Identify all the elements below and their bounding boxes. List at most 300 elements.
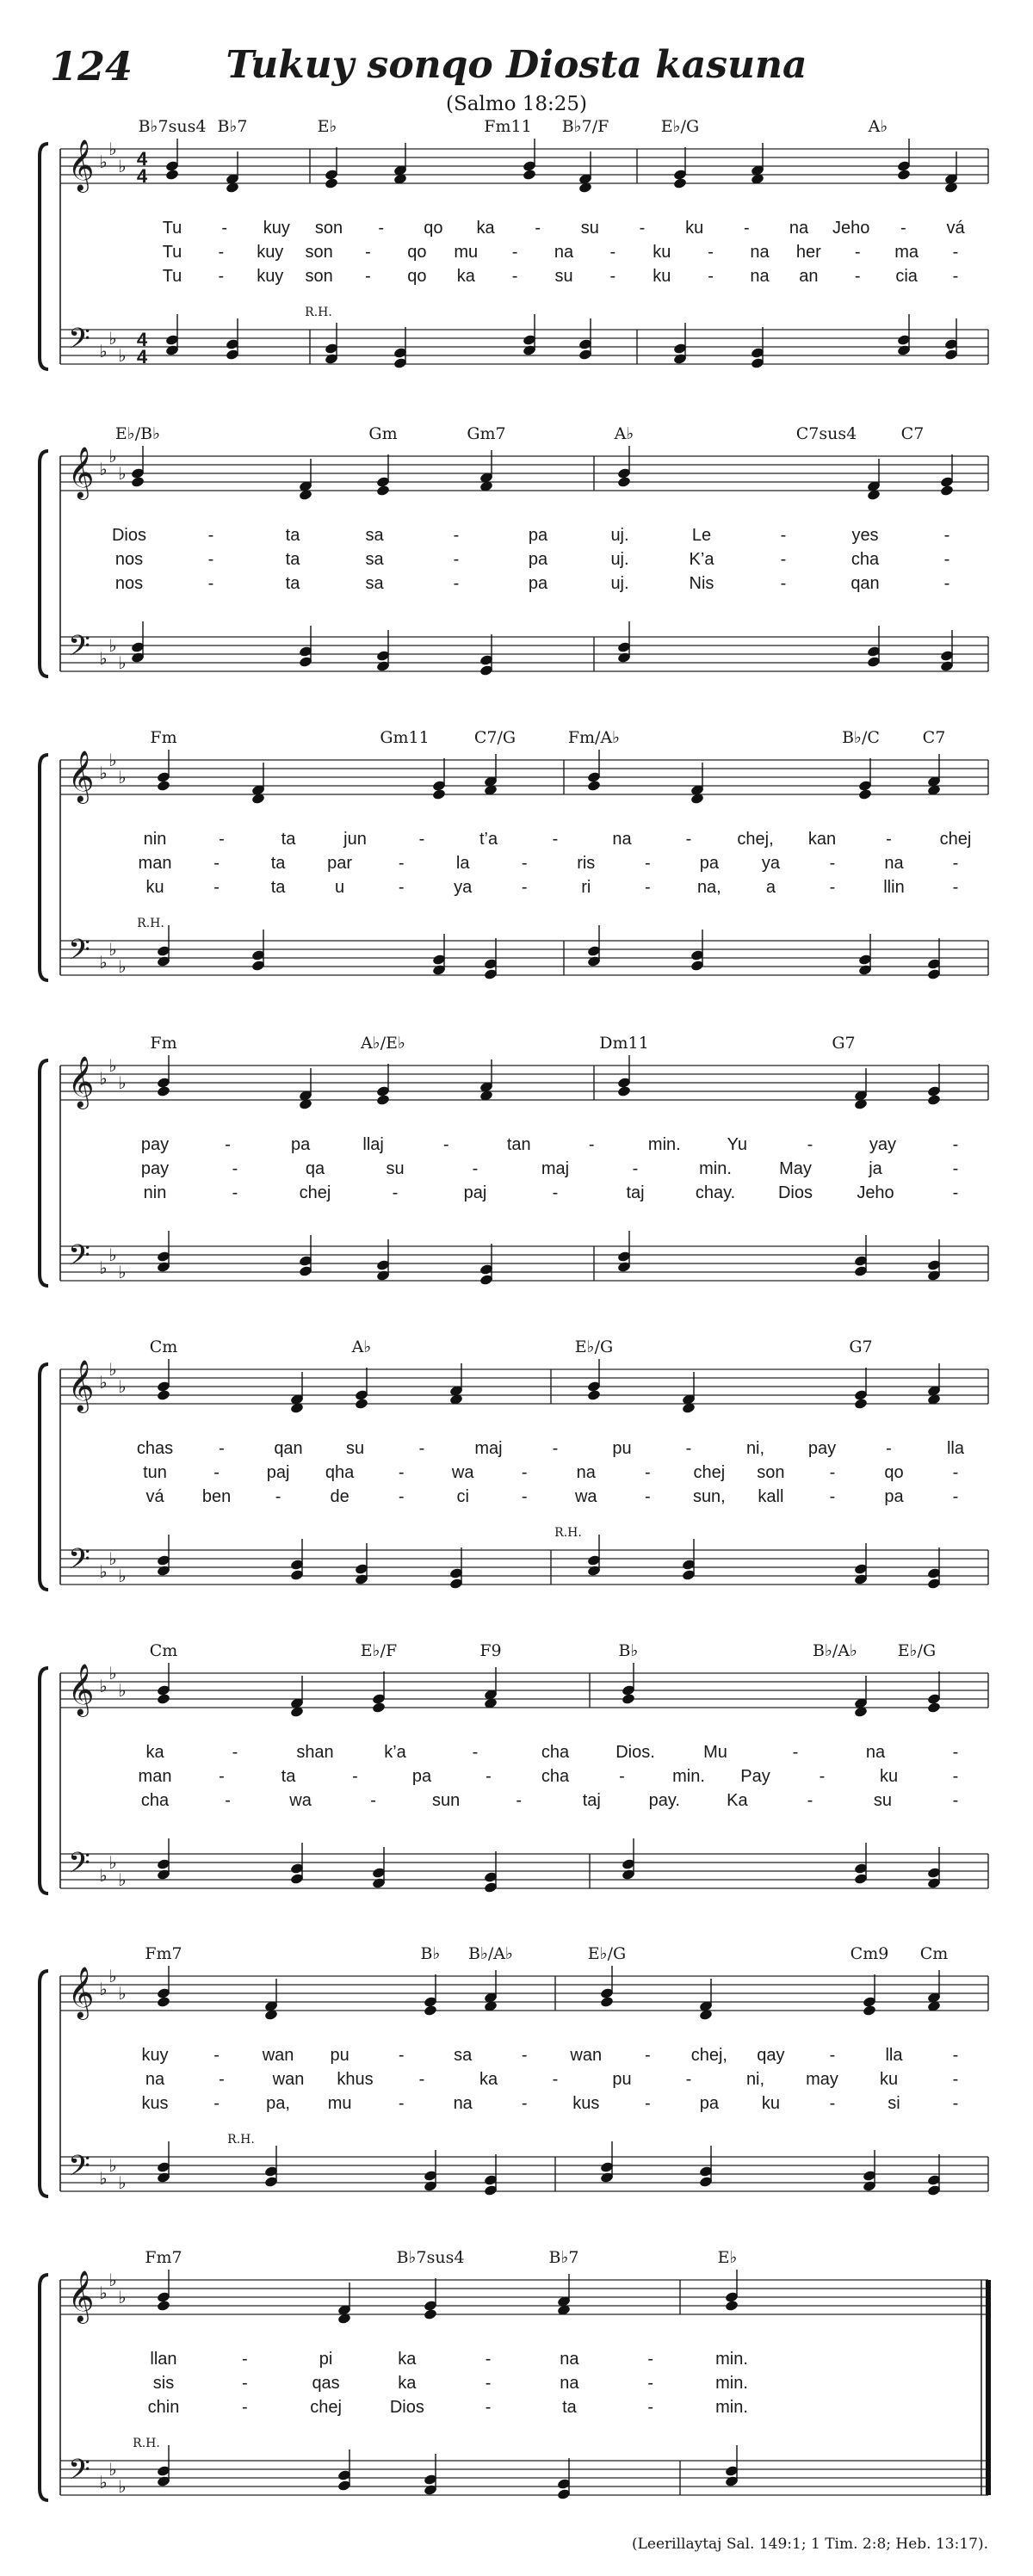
lyric-syllable: cha	[541, 1743, 570, 1762]
lyric-hyphen: -	[378, 219, 385, 238]
lyric-hyphen: -	[219, 1439, 225, 1458]
chord-symbol: B♭	[420, 1944, 441, 1963]
lyric-hyphen: -	[743, 219, 750, 238]
lyric-hyphen: -	[275, 1487, 281, 1506]
bass-clef-icon: 𝄢	[68, 2454, 90, 2493]
lyric-hyphen: -	[588, 1135, 595, 1154]
lyric-hyphen: -	[685, 830, 692, 849]
bass-clef-icon: 𝄢	[68, 1239, 90, 1279]
lyric-hyphen: -	[952, 243, 959, 262]
bass-clef-icon: 𝄢	[68, 2150, 90, 2190]
lyric-hyphen: -	[232, 1159, 238, 1178]
flat-icon: ♭	[108, 1550, 117, 1569]
lyric-hyphen: -	[829, 1463, 836, 1482]
lyric-syllable: qan	[851, 574, 880, 593]
note-head	[157, 1996, 171, 2008]
lyric-syllable: maj	[541, 1159, 570, 1178]
flat-icon: ♭	[99, 1374, 108, 1393]
lyric-syllable: qo	[884, 1463, 904, 1482]
chord-symbol: E♭/G	[587, 1944, 627, 1963]
lyric-hyphen: -	[952, 1487, 959, 1506]
lyric-syllable: pa	[528, 526, 548, 545]
lyric-syllable: ku	[653, 243, 671, 262]
lyric-hyphen: -	[398, 878, 405, 897]
lyric-syllable: llan	[150, 2350, 177, 2369]
lyric-syllable: wa	[574, 1487, 597, 1506]
chord-symbol: Cm9	[850, 1944, 889, 1963]
chord-symbol: A♭/E♭	[361, 1034, 405, 1053]
lyric-syllable: ya	[454, 878, 473, 897]
lyric-syllable: sun	[432, 1791, 461, 1810]
chord-symbol: B♭/C	[842, 728, 880, 747]
lyric-hyphen: -	[886, 1439, 892, 1458]
lyric-syllable: ta	[285, 526, 300, 545]
flat-icon: ♭	[108, 941, 117, 960]
chord-symbol: B♭/A♭	[467, 1944, 514, 1963]
flat-icon: ♭	[108, 1854, 117, 1873]
lyric-syllable: na	[884, 854, 904, 873]
system-bracket	[40, 2275, 48, 2500]
note-head	[355, 1398, 369, 1410]
lyric-syllable: su	[386, 1159, 405, 1178]
lyric-hyphen: -	[485, 2350, 492, 2369]
lyric-hyphen: -	[241, 2398, 248, 2417]
flat-icon: ♭	[118, 1074, 127, 1093]
lyric-syllable: pu	[612, 1439, 632, 1458]
lyric-hyphen: -	[952, 2094, 959, 2113]
lyric-syllable: pa	[699, 2094, 719, 2113]
chord-symbol: B♭/A♭	[812, 1641, 858, 1660]
flat-icon: ♭	[108, 448, 117, 466]
lyric-syllable: na,	[696, 878, 721, 897]
flat-icon: ♭	[99, 1563, 108, 1582]
lyric-syllable: ta	[270, 854, 286, 873]
flat-icon: ♭	[118, 158, 127, 176]
lyric-syllable: min.	[715, 2350, 748, 2369]
lyric-syllable: qo	[424, 219, 443, 238]
lyric-syllable: llin	[883, 878, 905, 897]
lyric-syllable: pay	[807, 1439, 837, 1458]
lyric-hyphen: -	[780, 574, 787, 593]
lyric-syllable: nin	[143, 1183, 167, 1202]
lyric-hyphen: -	[647, 2398, 654, 2417]
lyric-syllable: na	[145, 2070, 165, 2089]
lyric-syllable: ris	[577, 854, 596, 873]
lyric-syllable: son	[305, 243, 333, 262]
lyric-hyphen: -	[225, 1135, 231, 1154]
lyric-hyphen: -	[418, 830, 425, 849]
note-head	[157, 780, 171, 792]
lyric-syllable: ri	[581, 878, 591, 897]
lyric-syllable: son	[757, 1463, 785, 1482]
lyric-syllable: chin	[147, 2398, 180, 2417]
lyric-hyphen: -	[485, 2374, 492, 2393]
lyric-syllable: na	[560, 2350, 579, 2369]
lyric-syllable: min.	[647, 1135, 681, 1154]
lyric-hyphen: -	[609, 267, 616, 286]
lyric-syllable: qha	[325, 1463, 355, 1482]
lyric-syllable: Mu	[703, 1743, 727, 1762]
lyric-syllable: pay.	[648, 1791, 680, 1810]
lyric-hyphen: -	[952, 878, 959, 897]
lyric-hyphen: -	[829, 2094, 836, 2113]
lyric-hyphen: -	[392, 1183, 399, 1202]
lyric-syllable: ta	[270, 878, 286, 897]
lyric-syllable: ku	[879, 2070, 899, 2089]
lyric-hyphen: -	[219, 830, 225, 849]
lyric-hyphen: -	[647, 2374, 654, 2393]
lyric-hyphen: -	[535, 219, 541, 238]
lyric-syllable: pa	[528, 550, 548, 569]
chord-symbol: A♭	[351, 1337, 372, 1356]
lyric-syllable: su	[580, 219, 599, 238]
lyric-syllable: ta	[281, 830, 296, 849]
lyric-syllable: sa	[365, 550, 384, 569]
lyric-syllable: ku	[145, 878, 164, 897]
chord-symbol: C7sus4	[795, 424, 857, 443]
time-signature: 4	[136, 346, 148, 368]
lyric-hyphen: -	[218, 243, 225, 262]
treble-clef-icon: 𝄞	[67, 139, 95, 191]
lyric-hyphen: -	[453, 526, 460, 545]
lyric-hyphen: -	[352, 1767, 358, 1786]
lyric-syllable: ni,	[745, 1439, 765, 1458]
chord-symbol: F9	[479, 1641, 502, 1660]
lyric-syllable: wan	[570, 2046, 603, 2065]
lyric-syllable: Dios	[111, 526, 147, 545]
flat-icon: ♭	[108, 1665, 117, 1683]
lyric-syllable: nos	[114, 550, 144, 569]
system-bracket	[40, 1668, 48, 1893]
footnote: (Leerillaytaj Sal. 149:1; 1 Tim. 2:8; Heb. 13:17).	[631, 2536, 988, 2553]
lyric-syllable: taj	[626, 1183, 645, 1202]
lyric-syllable: la	[455, 854, 470, 873]
lyric-syllable: na	[750, 267, 770, 286]
lyric-syllable: maj	[474, 1439, 503, 1458]
lyric-syllable: chej	[939, 830, 972, 849]
lyric-hyphen: -	[952, 854, 959, 873]
lyric-syllable: paj	[266, 1463, 290, 1482]
lyric-syllable: min.	[699, 1159, 732, 1178]
lyric-hyphen: -	[472, 1159, 479, 1178]
lyric-syllable: chej,	[737, 830, 774, 849]
lyric-syllable: lla	[946, 1439, 965, 1458]
chord-symbol: C7	[922, 728, 946, 747]
lyric-hyphen: -	[886, 830, 892, 849]
bass-clef-icon: 𝄢	[68, 323, 90, 362]
flat-icon: ♭	[108, 751, 117, 770]
lyric-hyphen: -	[552, 1439, 559, 1458]
lyric-syllable: pa,	[266, 2094, 290, 2113]
lyric-hyphen: -	[511, 243, 518, 262]
lyric-hyphen: -	[619, 1767, 625, 1786]
lyric-hyphen: -	[952, 1743, 959, 1762]
lyric-syllable: pa	[290, 1135, 311, 1154]
note-head	[432, 788, 447, 800]
lyric-syllable: pa	[411, 1767, 432, 1786]
lyric-syllable: pa	[884, 1487, 904, 1506]
lyric-syllable: a	[765, 878, 776, 897]
lyric-syllable: man	[138, 1767, 172, 1786]
lyric-syllable: chej	[310, 2398, 342, 2417]
lyric-syllable: qas	[312, 2374, 340, 2393]
note-head	[325, 177, 339, 189]
flat-icon: ♭	[118, 2289, 127, 2307]
chord-symbol: Cm	[149, 1337, 178, 1356]
lyric-hyphen: -	[854, 267, 861, 286]
note-head	[673, 177, 688, 189]
lyric-syllable: Nis	[689, 574, 714, 593]
lyric-syllable: qo	[407, 243, 427, 262]
flat-icon: ♭	[118, 1985, 127, 2004]
lyric-hyphen: -	[943, 550, 950, 569]
rh-marking: R.H.	[133, 2437, 160, 2450]
lyric-syllable: ka	[398, 2350, 417, 2369]
lyric-syllable: Tu	[162, 267, 182, 286]
lyric-syllable: na	[750, 243, 770, 262]
time-signature: 4	[136, 329, 148, 350]
lyric-syllable: t’a	[479, 830, 498, 849]
lyric-hyphen: -	[780, 550, 787, 569]
lyric-syllable: uj.	[610, 526, 629, 545]
lyric-syllable: chej	[299, 1183, 331, 1202]
lyric-hyphen: -	[207, 550, 214, 569]
lyric-syllable: par	[327, 854, 353, 873]
flat-icon: ♭	[118, 958, 127, 977]
note-head	[157, 2300, 171, 2312]
bass-clef-icon: 𝄢	[68, 934, 90, 973]
lyric-syllable: Dios	[389, 2398, 424, 2417]
note-head	[587, 1389, 602, 1401]
lyric-hyphen: -	[644, 2094, 651, 2113]
note-head	[617, 1085, 632, 1097]
rh-marking: R.H.	[305, 306, 332, 319]
lyric-syllable: ka	[479, 2070, 498, 2089]
chord-symbol: Gm11	[380, 728, 430, 747]
lyric-syllable: Tu	[162, 243, 182, 262]
system-bracket	[40, 1364, 48, 1590]
lyric-hyphen: -	[398, 1487, 405, 1506]
system-bracket	[40, 755, 48, 980]
chord-symbol: B♭7sus4	[138, 117, 207, 136]
flat-icon: ♭	[99, 954, 108, 973]
lyric-hyphen: -	[218, 267, 225, 286]
hymn-number: 124	[50, 43, 133, 90]
treble-clef-icon: 𝄞	[67, 751, 95, 802]
lyric-syllable: may	[806, 2070, 838, 2089]
bass-clef-icon: 𝄢	[68, 630, 90, 670]
lyric-syllable: ben	[201, 1487, 232, 1506]
lyric-syllable: sis	[152, 2374, 175, 2393]
lyric-syllable: su	[554, 267, 573, 286]
chord-symbol: A♭	[614, 424, 634, 443]
lyric-syllable: cia	[895, 267, 918, 286]
lyric-hyphen: -	[644, 2046, 651, 2065]
lyric-hyphen: -	[485, 2398, 492, 2417]
lyric-syllable: kall	[758, 1487, 784, 1506]
note-head	[725, 2300, 739, 2312]
lyric-hyphen: -	[854, 243, 861, 262]
lyric-syllable: qay	[757, 2046, 785, 2065]
lyric-hyphen: -	[521, 854, 528, 873]
lyric-syllable: an	[799, 267, 819, 286]
lyric-hyphen: -	[644, 878, 651, 897]
lyric-syllable: pu	[330, 2046, 349, 2065]
lyric-syllable: son	[314, 219, 343, 238]
lyric-hyphen: -	[225, 1791, 231, 1810]
lyric-syllable: uj.	[610, 550, 629, 569]
note-head	[897, 169, 912, 181]
lyric-hyphen: -	[365, 243, 371, 262]
lyric-hyphen: -	[644, 1487, 651, 1506]
lyric-syllable: ku	[653, 267, 671, 286]
chord-symbol: E♭/F	[360, 1641, 398, 1660]
lyric-syllable: nos	[114, 574, 144, 593]
flat-icon: ♭	[99, 650, 108, 669]
lyric-hyphen: -	[632, 1159, 639, 1178]
lyric-syllable: na	[554, 243, 574, 262]
lyric-syllable: k’a	[384, 1743, 406, 1762]
lyric-syllable: kuy	[141, 2046, 169, 2065]
rh-marking: R.H.	[137, 917, 164, 930]
lyric-syllable: na	[453, 2094, 473, 2113]
lyric-syllable: kan	[807, 830, 837, 849]
lyric-hyphen: -	[365, 267, 371, 286]
lyric-syllable: wan	[272, 2070, 305, 2089]
lyric-syllable: ka	[398, 2374, 417, 2393]
lyric-hyphen: -	[418, 2070, 425, 2089]
chord-symbol: G7	[849, 1337, 873, 1356]
lyric-syllable: kus	[572, 2094, 600, 2113]
chord-symbol: B♭7sus4	[396, 2248, 465, 2267]
lyric-syllable: paj	[463, 1183, 487, 1202]
lyric-hyphen: -	[207, 526, 214, 545]
lyric-hyphen: -	[639, 219, 646, 238]
lyric-syllable: kus	[141, 2094, 169, 2113]
note-head	[165, 169, 180, 181]
flat-icon: ♭	[99, 1867, 108, 1886]
flat-icon: ♭	[118, 769, 127, 788]
lyric-syllable: Ka	[727, 1791, 748, 1810]
chord-symbol: Dm11	[599, 1034, 649, 1053]
chord-symbol: E♭/G	[660, 117, 700, 136]
lyric-hyphen: -	[552, 2070, 559, 2089]
chord-symbol: B♭7/F	[561, 117, 609, 136]
bass-clef-icon: 𝄢	[68, 1847, 90, 1887]
lyric-hyphen: -	[952, 1791, 959, 1810]
lyric-hyphen: -	[609, 243, 616, 262]
flat-icon: ♭	[99, 343, 108, 361]
lyric-syllable: vá	[145, 1487, 164, 1506]
lyric-hyphen: -	[398, 2094, 405, 2113]
lyric-syllable: May	[779, 1159, 812, 1178]
flat-icon: ♭	[99, 2474, 108, 2493]
lyric-hyphen: -	[213, 1463, 220, 1482]
lyric-syllable: u	[335, 878, 345, 897]
treble-clef-icon: 𝄞	[67, 1967, 95, 2018]
lyric-hyphen: -	[213, 878, 220, 897]
lyric-hyphen: -	[829, 878, 836, 897]
lyric-syllable: si	[888, 2094, 900, 2113]
chord-symbol: B♭	[618, 1641, 639, 1660]
lyric-hyphen: -	[232, 1183, 238, 1202]
flat-icon: ♭	[99, 764, 108, 783]
lyric-syllable: ka	[476, 219, 495, 238]
lyric-hyphen: -	[807, 1135, 813, 1154]
lyric-syllable: Yu	[727, 1135, 748, 1154]
lyric-syllable: Jeho	[832, 219, 870, 238]
treble-clef-icon: 𝄞	[67, 1056, 95, 1108]
lyric-syllable: mu	[454, 243, 479, 262]
system-bracket	[40, 451, 48, 676]
lyric-hyphen: -	[685, 2070, 692, 2089]
chord-symbol: G7	[832, 1034, 856, 1053]
lyric-syllable: tan	[506, 1135, 531, 1154]
flat-icon: ♭	[108, 2461, 117, 2480]
flat-icon: ♭	[118, 347, 127, 366]
flat-icon: ♭	[108, 637, 117, 656]
lyric-hyphen: -	[552, 1183, 559, 1202]
note-head	[863, 2005, 877, 2017]
note-head	[523, 169, 537, 181]
lyric-hyphen: -	[685, 1439, 692, 1458]
lyric-hyphen: -	[232, 1743, 238, 1762]
lyric-syllable: chej	[693, 1463, 726, 1482]
lyric-syllable: ni,	[745, 2070, 765, 2089]
lyric-syllable: ta	[562, 2398, 577, 2417]
lyric-hyphen: -	[241, 2374, 248, 2393]
lyric-hyphen: -	[829, 1487, 836, 1506]
chord-symbol: E♭	[317, 117, 337, 136]
lyric-syllable: pay	[140, 1159, 170, 1178]
note-head	[424, 2308, 438, 2320]
lyric-syllable: pu	[612, 2070, 632, 2089]
lyric-syllable: K’a	[689, 550, 714, 569]
lyric-hyphen: -	[952, 1135, 959, 1154]
lyric-hyphen: -	[486, 1767, 492, 1786]
chord-symbol: E♭/G	[574, 1337, 614, 1356]
bass-clef-icon: 𝄢	[68, 1543, 90, 1583]
lyric-syllable: ku	[685, 219, 704, 238]
lyric-syllable: Dios	[777, 1183, 813, 1202]
lyric-syllable: uj.	[610, 574, 629, 593]
note-head	[372, 1702, 387, 1714]
lyric-hyphen: -	[900, 219, 906, 238]
note-head	[858, 788, 873, 800]
lyric-hyphen: -	[647, 2350, 654, 2369]
lyric-syllable: Jeho	[857, 1183, 894, 1202]
flat-icon: ♭	[108, 330, 117, 349]
lyric-hyphen: -	[708, 243, 714, 262]
chord-symbol: B♭7	[548, 2248, 579, 2267]
lyric-hyphen: -	[207, 574, 214, 593]
note-head	[600, 1996, 615, 2008]
note-head	[940, 485, 955, 497]
lyric-syllable: ma	[894, 243, 919, 262]
lyric-hyphen: -	[370, 1791, 376, 1810]
lyric-syllable: chay.	[695, 1183, 736, 1202]
lyric-hyphen: -	[644, 1463, 651, 1482]
flat-icon: ♭	[118, 1871, 127, 1890]
lyric-hyphen: -	[952, 2070, 959, 2089]
flat-icon: ♭	[99, 2170, 108, 2189]
flat-icon: ♭	[99, 153, 108, 172]
lyric-syllable: vá	[946, 219, 965, 238]
flat-icon: ♭	[108, 1246, 117, 1265]
chord-symbol: Gm	[368, 424, 398, 443]
lyric-hyphen: -	[952, 1767, 959, 1786]
system-bracket	[40, 144, 48, 369]
